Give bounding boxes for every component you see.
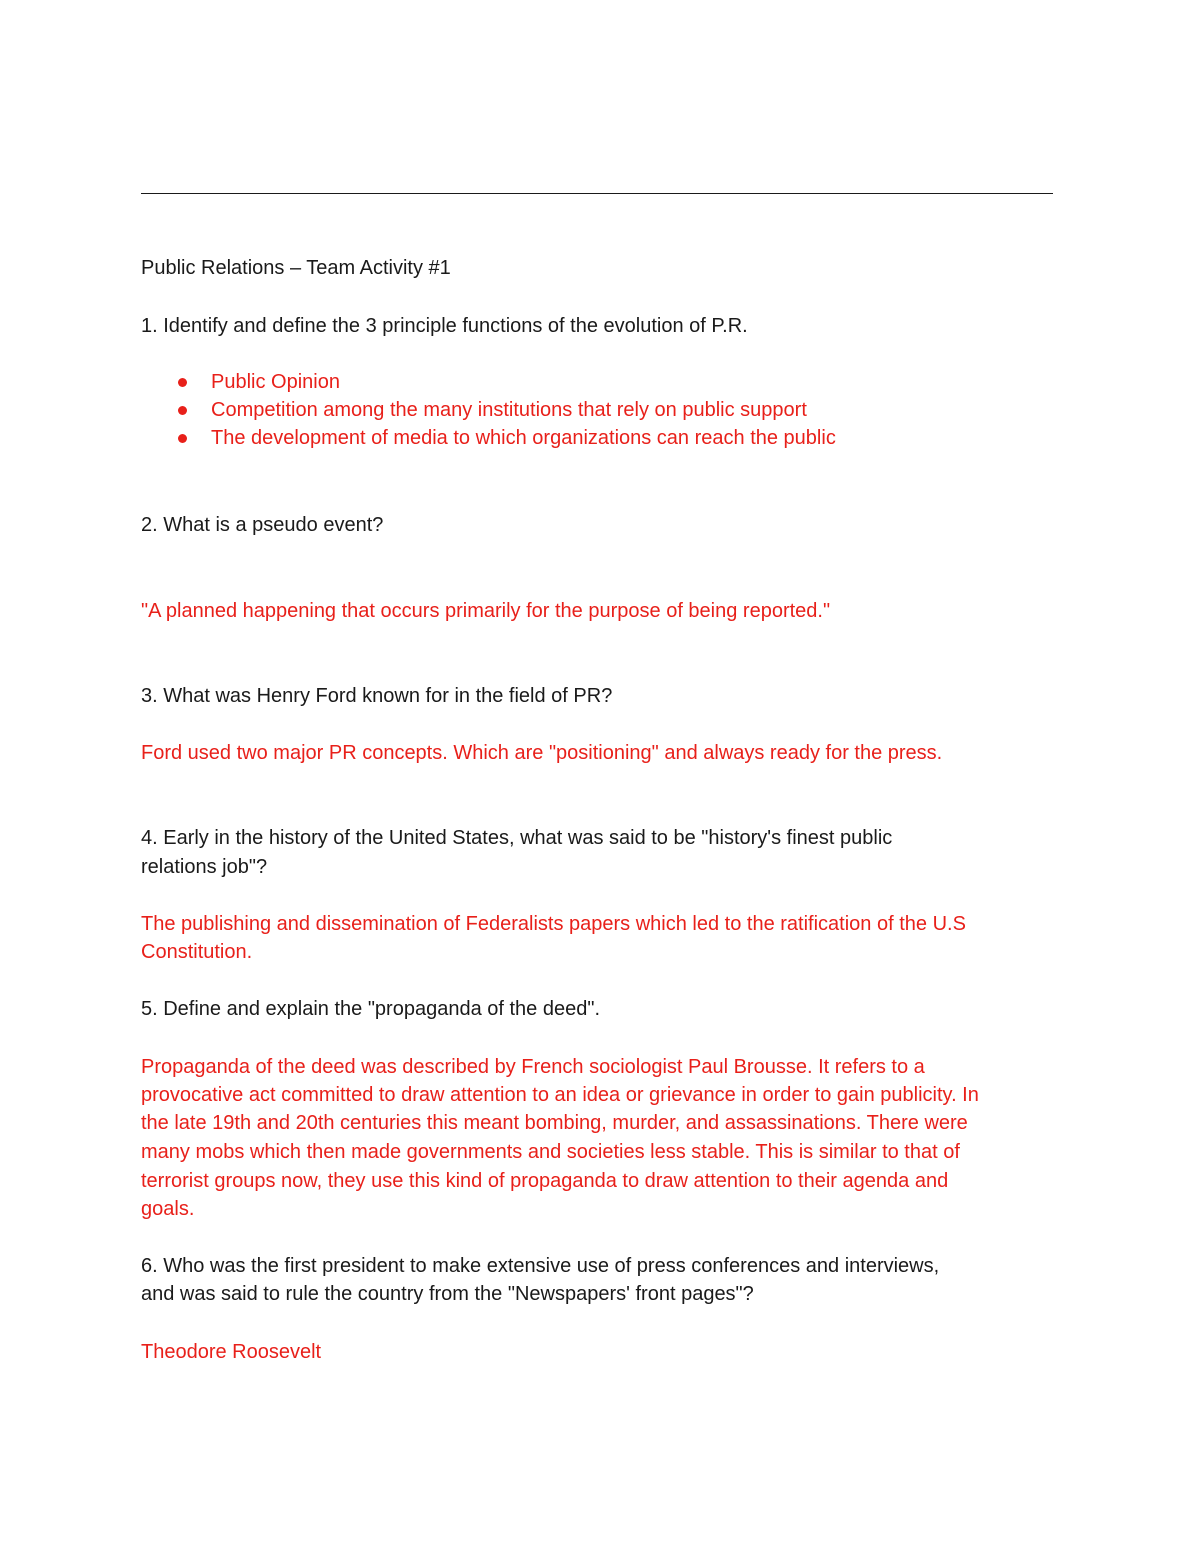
question-4-line-2: relations job"? — [141, 856, 268, 878]
answer-5-line-3: the late 19th and 20th centuries this meant bombing, murder, and assassinations. There were — [141, 1112, 968, 1134]
answer-3: Ford used two major PR concepts. Which are "positioning" and always ready for the press. — [141, 742, 943, 764]
answer-1-bullet-3: The development of media to which organizations can reach the public — [211, 427, 836, 449]
document-title: Public Relations – Team Activity #1 — [141, 257, 451, 279]
question-3: 3. What was Henry Ford known for in the field of PR? — [141, 685, 613, 707]
answer-1-bullet-1: Public Opinion — [211, 371, 340, 393]
answer-2: "A planned happening that occurs primarily for the purpose of being reported." — [141, 600, 831, 622]
answer-4-line-1: The publishing and dissemination of Federalists papers which led to the ratification of the U.S — [141, 913, 966, 935]
answer-5-line-4: many mobs which then made governments and societies less stable. This is similar to that of — [141, 1141, 960, 1163]
question-2: 2. What is a pseudo event? — [141, 514, 384, 536]
question-1: 1. Identify and define the 3 principle functions of the evolution of P.R. — [141, 315, 748, 337]
bullet-dot-icon — [178, 406, 187, 415]
answer-6: Theodore Roosevelt — [141, 1341, 322, 1363]
question-6-line-2: and was said to rule the country from the "Newspapers' front pages"? — [141, 1283, 754, 1305]
question-5: 5. Define and explain the "propaganda of the deed". — [141, 998, 600, 1020]
answer-5-line-2: provocative act committed to draw attention to an idea or grievance in order to gain publicity. In — [141, 1084, 979, 1106]
question-6-line-1: 6. Who was the first president to make extensive use of press conferences and interviews, — [141, 1255, 940, 1277]
bullet-dot-icon — [178, 434, 187, 443]
answer-5-line-1: Propaganda of the deed was described by French sociologist Paul Brousse. It refers to a — [141, 1056, 925, 1078]
bullet-dot-icon — [178, 378, 187, 387]
question-4-line-1: 4. Early in the history of the United States, what was said to be "history's finest public — [141, 827, 893, 849]
answer-1-bullet-2: Competition among the many institutions that rely on public support — [211, 399, 807, 421]
answer-4-line-2: Constitution. — [141, 941, 253, 963]
horizontal-rule — [141, 193, 1053, 194]
answer-5-line-6: goals. — [141, 1198, 195, 1220]
answer-5-line-5: terrorist groups now, they use this kind of propaganda to draw attention to their agenda and — [141, 1170, 949, 1192]
